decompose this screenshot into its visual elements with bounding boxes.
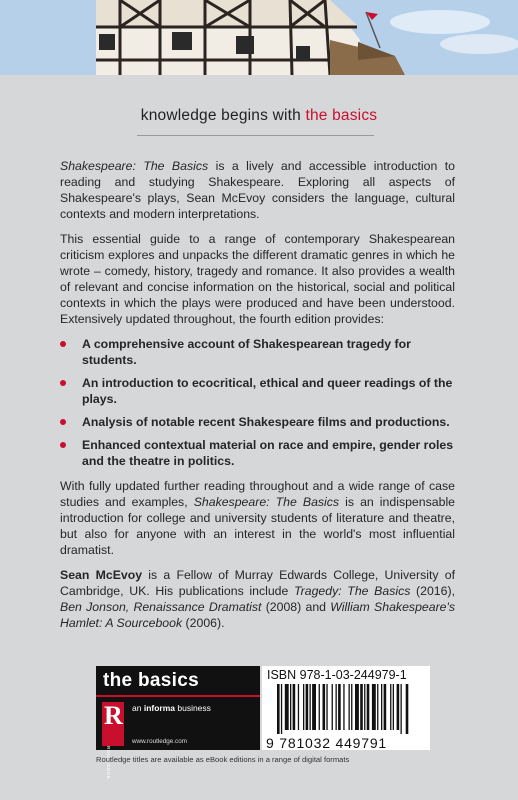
author-bio-text: is a Fellow of Murray Edwards College, University of Cambridge, UK. His publications include (60, 568, 455, 598)
barcode-bar (372, 684, 376, 730)
bullet-icon (60, 380, 66, 386)
tagline-divider (137, 135, 374, 136)
barcode-bar (349, 684, 350, 730)
feature-item (60, 414, 455, 430)
barcode-bar (336, 684, 337, 730)
publication-title: Tragedy: The Basics (294, 584, 411, 598)
summary-text-pre: With fully updated further reading throughout and a wide range of case studies and examples, (60, 479, 455, 509)
tagline-accent: the basics (305, 107, 378, 124)
feature-item (60, 375, 455, 407)
feature-text: An introduction to ecocritical, ethical and queer readings of the plays. (82, 376, 453, 406)
blurb (60, 158, 455, 640)
barcode-bar (332, 684, 333, 730)
publisher-website: www.routledge.com (132, 738, 187, 745)
barcode-bar (306, 684, 309, 730)
barcode-bar (406, 684, 409, 734)
barcode-bar (360, 684, 363, 730)
barcode-bar (355, 684, 359, 730)
author-name: Sean McEvoy (60, 568, 143, 582)
barcode-bar (285, 684, 289, 730)
publication-title: William Shakespeare's Hamlet: A Sourcebook (60, 600, 456, 630)
ebook-note: Routledge titles are available as eBook editions in a range of digital formats (96, 755, 350, 764)
author-bio-text: (2016), (410, 584, 455, 598)
globe-theatre-illustration (0, 0, 518, 75)
cover-photo-globe-theatre (0, 0, 518, 75)
author-bio-text: (2008) and (261, 600, 331, 614)
barcode-bar (281, 684, 282, 734)
feature-text: A comprehensive account of Shakespearean tragedy for students. (82, 337, 411, 367)
barcode-bar (293, 684, 296, 730)
author-bio-text: (2006). (182, 616, 225, 630)
barcode-bar (323, 684, 326, 730)
barcode-digits: 9 781032 449791 (266, 735, 387, 751)
barcode-bar (390, 684, 391, 730)
barcode-bar (303, 684, 304, 730)
barcode-bar (367, 684, 370, 730)
barcode-bar (298, 684, 299, 730)
feature-text: Analysis of notable recent Shakespeare films and productions. (82, 415, 450, 429)
informa-tagline (132, 703, 211, 713)
barcode-bar (364, 684, 365, 730)
barcode-bar (343, 684, 344, 730)
informa-pre: an (132, 703, 144, 713)
barcode-bar (393, 684, 394, 730)
barcode-bar (312, 684, 316, 730)
routledge-logo-icon (102, 701, 124, 780)
intro-paragraph (60, 158, 455, 222)
feature-list (60, 336, 455, 469)
series-tagline (0, 107, 518, 125)
barcode-bar (310, 684, 311, 730)
author-bio (60, 567, 455, 631)
informa-post: business (175, 703, 211, 713)
summary-book-title: Shakespeare: The Basics (193, 495, 340, 509)
routledge-r-letter: R (104, 701, 123, 730)
barcode-panel (262, 666, 430, 750)
feature-item (60, 336, 455, 368)
informa-name: informa (143, 703, 175, 713)
summary-paragraph (60, 478, 455, 558)
publication-title: Ben Jonson, Renaissance Dramatist (60, 600, 262, 614)
isbn-number: ISBN 978-1-03-244979-1 (267, 668, 407, 682)
bullet-icon (60, 341, 66, 347)
barcode-bar (397, 684, 400, 730)
logo-stripe (96, 695, 260, 697)
bullet-icon (60, 442, 66, 448)
bullet-icon (60, 419, 66, 425)
intro-text: is a lively and accessible introduction to reading and studying Shakespeare. Exploring all aspects of Shakespeare's plays, Sean McEvoy considers the language, cultural contexts and modern interpretations. (60, 159, 455, 221)
barcode-icon (267, 684, 425, 734)
routledge-wordmark: ROUTLEDGE (105, 746, 110, 780)
barcode-bar (319, 684, 320, 730)
barcode-bar (351, 684, 352, 730)
genres-paragraph: This essential guide to a range of contemporary Shakespearean criticism explores and unpacks the different dramatic genres in which he wrote – comedy, history, tragedy and romance. It also provides a wealth of relevant and concise information on the historical, social and political contexts in which the plays were produced and have been understood. Extensively updated throughout, the fourth edition provides: (60, 232, 455, 326)
barcode-bar (377, 684, 378, 730)
series-logo-title: the basics (103, 670, 199, 691)
summary-text-post: is an indispensable introduction for college and university students of literature and theatre, but also for anyone with an interest in the world's most influential dramatist. (60, 495, 456, 557)
barcode-bar (290, 684, 291, 730)
barcode-bar (277, 684, 280, 734)
barcode-bar (326, 684, 327, 730)
feature-item (60, 437, 455, 469)
tagline-prefix: knowledge begins with (140, 107, 306, 124)
barcode-bar (384, 684, 387, 730)
barcode-bar (401, 684, 402, 734)
barcode-bar (381, 684, 382, 730)
intro-book-title: Shakespeare: The Basics (60, 159, 209, 173)
feature-text: Enhanced contextual material on race and empire, gender roles and the theatre in politics. (82, 438, 454, 468)
barcode-bar (338, 684, 341, 730)
